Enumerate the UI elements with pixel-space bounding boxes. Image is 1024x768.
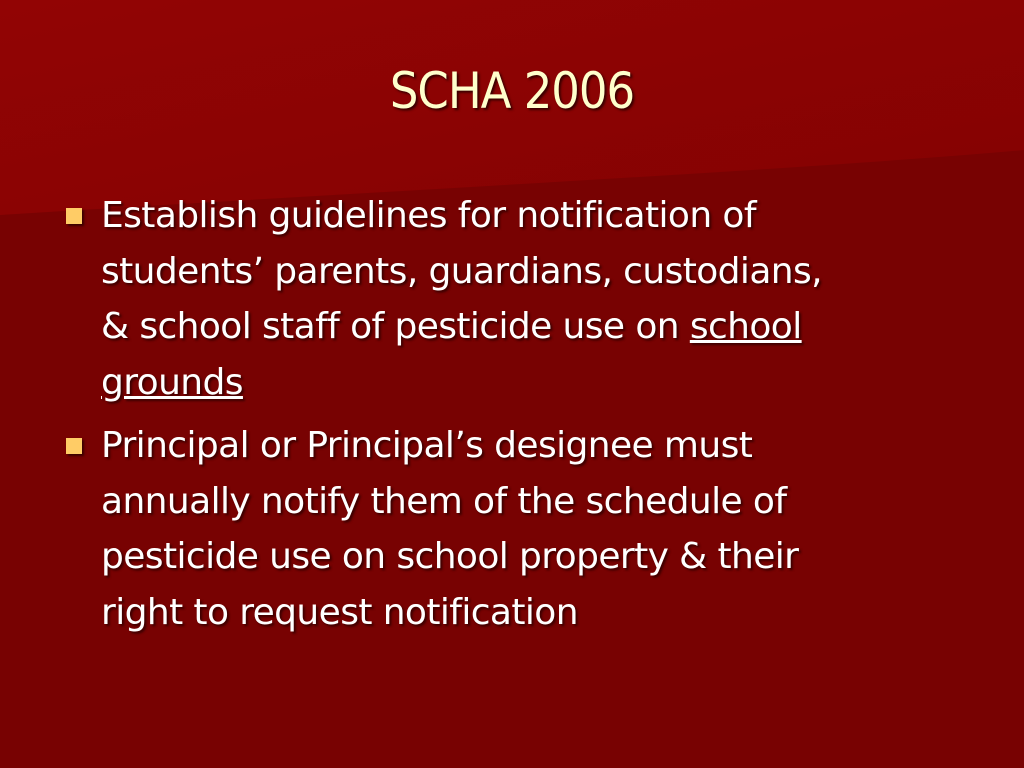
bullet-item (60, 418, 960, 640)
underlined-text: school (689, 306, 802, 347)
bullet-text: Establish guidelines for notification of (101, 195, 756, 236)
bullet-text: right to request notification (101, 591, 578, 633)
bullet-square-icon (66, 208, 82, 224)
bullet-text: annually notify them of the schedule of (101, 480, 787, 522)
bullet-list (60, 188, 960, 648)
bullet-item (60, 188, 960, 410)
bullet-square-icon (66, 438, 82, 454)
underlined-text: grounds (101, 361, 243, 403)
bullet-text: students’ parents, guardians, custodians, (101, 250, 823, 292)
bullet-text: pesticide use on school property & their (101, 536, 799, 577)
slide-title: SCHA 2006 (389, 62, 635, 120)
bullet-text: & school staff of pesticide use on (101, 306, 690, 347)
bullet-text: Principal or Principal’s designee must (101, 425, 753, 466)
